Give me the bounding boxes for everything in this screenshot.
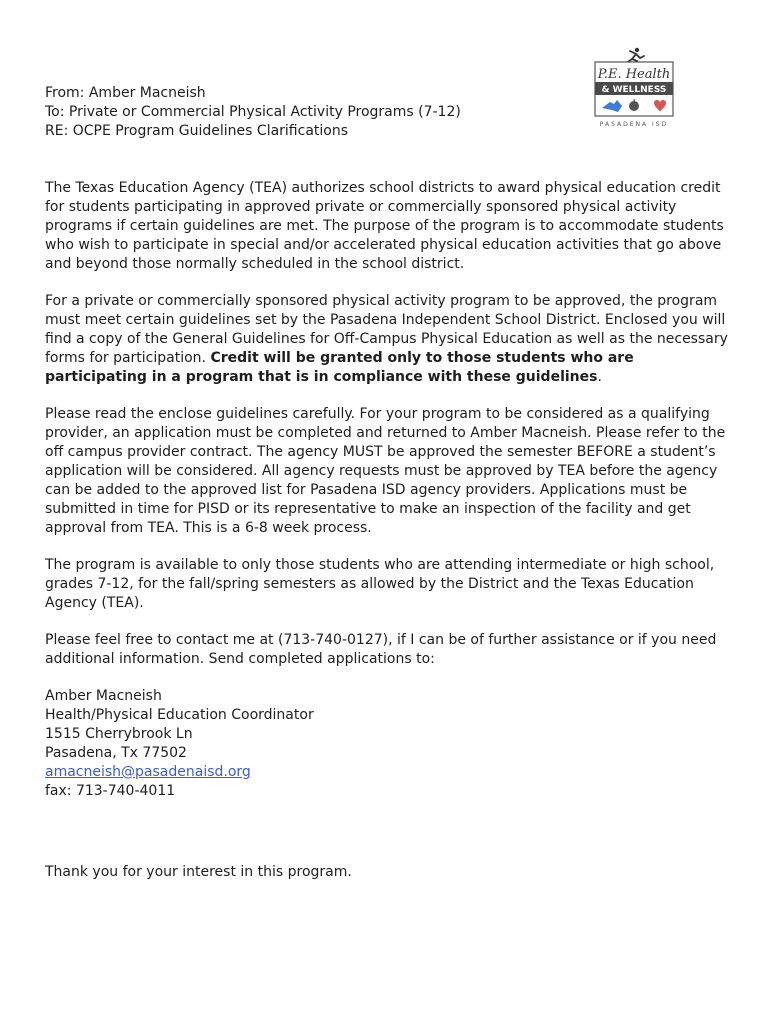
- paragraph-3: Please read the enclose guidelines carefully. For your program to be considered as a qualifying provider, an application must be completed and returned to Amber Macneish. Please refer to the off campus provider contract. The agency MUST be approved the semester BEFORE a student’s application will be considered. All agency requests must be approved by TEA before the agency can be added to the approved list for Pasadena ISD agency providers. Applications must be submitted in time for PISD or its representative to make an inspection of the facility and get approval from TEA. This is a 6-8 week process.: [45, 406, 726, 536]
- closing-line: Thank you for your interest in this program.: [45, 864, 352, 880]
- signature-title: Health/Physical Education Coordinator: [45, 707, 314, 723]
- runner-icon: [628, 48, 644, 62]
- from-line: From: Amber Macneish: [45, 85, 206, 101]
- logo-title: P.E. Health: [597, 67, 671, 82]
- paragraph-2-end: .: [597, 369, 602, 385]
- paragraph-2-bold: Credit will be granted only to those students who are participating in a program that is in compliance with these guidelines: [45, 350, 634, 385]
- signature-city: Pasadena, Tx 77502: [45, 745, 187, 761]
- logo-subtitle: & WELLNESS: [601, 85, 667, 95]
- pe-health-wellness-logo: [592, 46, 676, 130]
- paragraph-5: Please feel free to contact me at (713-740-0127), if I can be of further assistance or if you need additional information. Send completed applications to:: [45, 632, 717, 667]
- email-link[interactable]: amacneish@pasadenaisd.org: [45, 764, 251, 780]
- paragraph-2-text: For a private or commercially sponsored physical activity program to be approved, the program must meet certain guidelines set by the Pasadena Independent School District. Enclosed you will find a copy of the General Guidelines for Off-Campus Physical Education as well as the necessary forms for participation.: [45, 293, 728, 366]
- signature-street: 1515 Cherrybrook Ln: [45, 726, 193, 742]
- paragraph-4: The program is available to only those students who are attending intermediate or high school, grades 7-12, for the fall/spring semesters as allowed by the District and the Texas Education Agency (TEA).: [45, 557, 715, 611]
- paragraph-2: [45, 292, 735, 387]
- letter-header: [45, 84, 565, 141]
- to-line: To: Private or Commercial Physical Activity Programs (7-12): [45, 104, 461, 120]
- signature-fax: fax: 713-740-4011: [45, 783, 176, 799]
- letter-body: [45, 179, 735, 801]
- paragraph-1: The Texas Education Agency (TEA) authorizes school districts to award physical education credit for students participating in approved private or commercially sponsored physical activity programs if certain guidelines are met. The purpose of the program is to accommodate students who wish to participate in special and/or accelerated physical education activities that go above and beyond those normally scheduled in the school district.: [45, 180, 724, 272]
- signature-name: Amber Macneish: [45, 688, 162, 704]
- signature-block: [45, 687, 735, 801]
- logo-district: PASADENA ISD: [599, 121, 669, 128]
- re-line: RE: OCPE Program Guidelines Clarifications: [45, 123, 349, 139]
